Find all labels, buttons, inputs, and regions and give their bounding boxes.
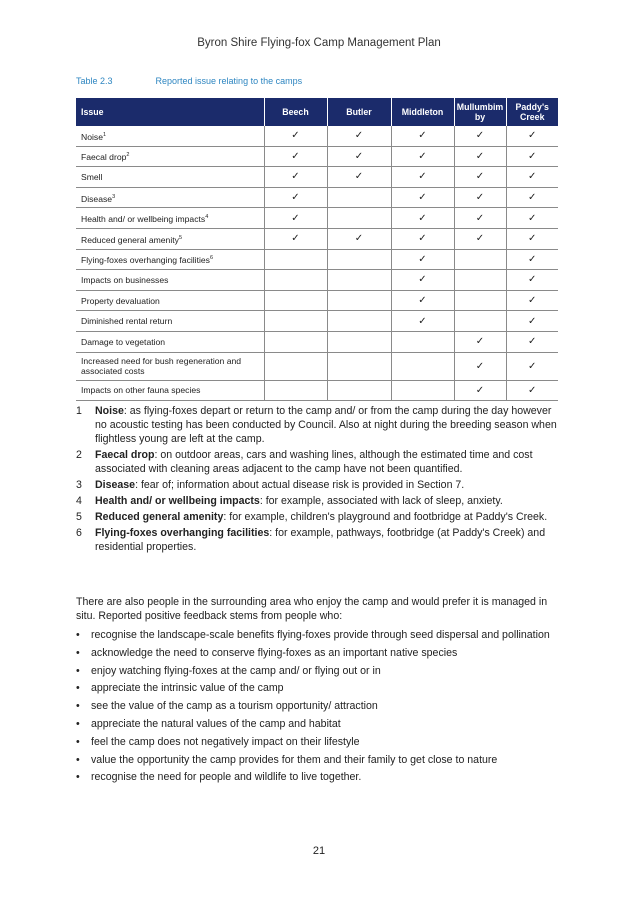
check-cell: [454, 228, 506, 249]
table-row: [76, 146, 558, 167]
check-cell: [327, 249, 391, 270]
footnotes: [76, 404, 566, 556]
checkmark-icon: ✓: [528, 295, 537, 307]
footnote-ref: 4: [205, 214, 209, 221]
checkmark-icon: ✓: [418, 295, 427, 307]
check-cell: [327, 290, 391, 311]
checkmark-icon: ✓: [528, 150, 537, 162]
checkmark-icon: ✓: [475, 336, 485, 348]
checkmark-icon: ✓: [291, 130, 300, 142]
check-cell: [454, 290, 506, 311]
check-cell: [391, 208, 454, 229]
check-cell: [264, 249, 327, 270]
check-cell: [264, 126, 327, 146]
page-header: Byron Shire Flying-fox Camp Management Plan: [197, 37, 441, 49]
checkmark-icon: ✓: [528, 212, 537, 224]
issue-label: Impacts on other fauna species: [81, 385, 201, 396]
checkmark-icon: ✓: [475, 384, 485, 396]
checkmark-icon: ✓: [418, 253, 427, 265]
checkmark-icon: ✓: [354, 130, 364, 142]
checkmark-icon: ✓: [528, 336, 537, 348]
checkmark-icon: ✓: [418, 212, 427, 224]
table-row: [76, 380, 558, 401]
table-row: [76, 270, 558, 291]
table-caption: [76, 76, 302, 86]
footnote-term: Noise: [95, 405, 124, 417]
check-cell: [264, 228, 327, 249]
check-cell: [327, 311, 391, 332]
check-cell: [454, 380, 506, 401]
checkmark-icon: ✓: [475, 150, 485, 162]
footnote-body: : for example, children's playground and footbridge at Paddy's Creek.: [223, 510, 548, 523]
check-cell: [391, 249, 454, 270]
column-header: Beech: [264, 98, 327, 126]
check-cell: [327, 352, 391, 380]
checkmark-icon: ✓: [475, 212, 485, 224]
check-cell: [264, 167, 327, 188]
issue-cell: [76, 167, 264, 188]
checkmark-icon: ✓: [528, 274, 537, 286]
check-cell: [391, 126, 454, 146]
issue-cell: [76, 126, 264, 146]
list-item: [76, 628, 566, 642]
check-cell: [327, 146, 391, 167]
page-number: 21: [312, 845, 326, 857]
issue-label: Faecal drop: [81, 152, 127, 163]
check-cell: [327, 228, 391, 249]
checkmark-icon: ✓: [418, 171, 427, 183]
list-item: [76, 681, 566, 695]
checkmark-icon: ✓: [418, 192, 427, 204]
issue-cell: [76, 249, 264, 270]
footnote-text: [95, 404, 566, 447]
list-item: [76, 770, 566, 784]
footnote-body: : on outdoor areas, cars and washing lines, although the estimated time and cost associated with cleaning areas adjacent to the camp have not been quantified.: [95, 449, 533, 476]
check-cell: [506, 270, 558, 291]
footnote: [76, 478, 566, 492]
checkmark-icon: ✓: [528, 384, 537, 396]
footnote-number: 5: [76, 510, 82, 523]
footnote-term: Flying-foxes overhanging facilities: [95, 526, 270, 539]
checkmark-icon: ✓: [418, 130, 427, 142]
table-row: [76, 290, 558, 311]
footnote-term: Disease: [95, 479, 136, 492]
bullet-icon: •: [76, 664, 80, 677]
table-row: [76, 228, 558, 249]
table-row: [76, 126, 558, 146]
table-row: [76, 187, 558, 208]
checkmark-icon: ✓: [291, 212, 300, 224]
check-cell: [391, 331, 454, 352]
checkmark-icon: ✓: [418, 315, 427, 327]
table-header-row: [76, 98, 558, 126]
footnote-number: 4: [76, 495, 82, 507]
issue-cell: [76, 208, 264, 229]
column-header: Paddy's Creek: [506, 98, 558, 126]
footnote-text: [95, 494, 503, 508]
footnote-body: : for example, associated with lack of sleep, anxiety.: [259, 495, 503, 507]
check-cell: [454, 249, 506, 270]
list-item-text: recognise the landscape-scale benefits flying-foxes provide through seed dispersal and pollination: [91, 629, 550, 641]
check-cell: [264, 331, 327, 352]
check-cell: [506, 290, 558, 311]
check-cell: [391, 167, 454, 188]
check-cell: [454, 167, 506, 188]
table-row: [76, 208, 558, 229]
check-cell: [264, 380, 327, 401]
footnote-term: Faecal drop: [95, 449, 155, 462]
check-cell: [391, 352, 454, 380]
checkmark-icon: ✓: [291, 233, 300, 245]
list-item: [76, 717, 566, 731]
checkmark-icon: ✓: [528, 360, 537, 372]
issue-cell: [76, 290, 264, 311]
footnote-text: [95, 448, 566, 476]
check-cell: [327, 208, 391, 229]
footnote-ref: 3: [112, 193, 116, 200]
check-cell: [391, 187, 454, 208]
checkmark-icon: ✓: [528, 192, 537, 204]
footnote-term: Reduced general amenity: [95, 510, 224, 523]
footnote: [76, 526, 566, 554]
check-cell: [506, 331, 558, 352]
checkmark-icon: ✓: [291, 171, 300, 183]
checkmark-icon: ✓: [475, 130, 485, 142]
checkmark-icon: ✓: [475, 171, 485, 183]
check-cell: [264, 146, 327, 167]
check-cell: [264, 290, 327, 311]
check-cell: [506, 311, 558, 332]
intro-paragraph: There are also people in the surrounding area who enjoy the camp and would prefer it is managed in situ. Reported positive feedback stems from people who:: [76, 596, 548, 623]
checkmark-icon: ✓: [418, 274, 427, 286]
checkmark-icon: ✓: [475, 233, 485, 245]
issue-label: Health and/ or wellbeing impacts: [81, 214, 206, 225]
table-title: Reported issue relating to the camps: [155, 76, 303, 86]
issue-label: Diminished rental return: [81, 316, 173, 327]
checkmark-icon: ✓: [528, 171, 537, 183]
table-row: [76, 249, 558, 270]
check-cell: [391, 311, 454, 332]
table-row: [76, 331, 558, 352]
checkmark-icon: ✓: [528, 233, 537, 245]
check-cell: [327, 270, 391, 291]
check-cell: [391, 290, 454, 311]
bullet-icon: •: [76, 753, 80, 766]
footnote: [76, 494, 566, 508]
list-item-text: appreciate the natural values of the camp and habitat: [91, 717, 341, 730]
footnote-ref: 6: [209, 255, 214, 262]
check-cell: [391, 228, 454, 249]
footnote-text: [95, 478, 464, 492]
issue-cell: [76, 380, 264, 401]
issue-label: Reduced general amenity: [81, 234, 179, 245]
issue-cell: [76, 228, 264, 249]
list-item: [76, 646, 566, 660]
footnote-ref: 2: [126, 152, 130, 159]
table-row: [76, 167, 558, 188]
check-cell: [506, 249, 558, 270]
check-cell: [264, 208, 327, 229]
list-item: [76, 699, 566, 713]
check-cell: [454, 146, 506, 167]
check-cell: [506, 187, 558, 208]
footnote-text: [95, 510, 547, 524]
list-item-text: acknowledge the need to conserve flying-foxes as an important native species: [91, 646, 458, 659]
footnote-number: 1: [76, 405, 82, 417]
check-cell: [391, 380, 454, 401]
check-cell: [327, 380, 391, 401]
footnote: [76, 448, 566, 476]
bullet-icon: •: [76, 717, 80, 730]
bullet-icon: •: [76, 682, 80, 695]
check-cell: [391, 146, 454, 167]
check-cell: [506, 146, 558, 167]
footnote: [76, 510, 566, 524]
footnote-text: [95, 526, 566, 554]
check-cell: [391, 270, 454, 291]
check-cell: [264, 187, 327, 208]
issue-label: Increased need for bush regeneration and associated costs: [81, 356, 242, 377]
footnote-body: : for example, pathways, footbridge (at Paddy's Creek) and residential properties.: [95, 526, 546, 553]
checkmark-icon: ✓: [475, 192, 485, 204]
list-item-text: appreciate the intrinsic value of the camp: [91, 682, 284, 695]
footnote-ref: 5: [178, 234, 182, 241]
list-item-text: feel the camp does not negatively impact on their lifestyle: [91, 735, 360, 748]
issue-cell: [76, 270, 264, 291]
check-cell: [454, 208, 506, 229]
check-cell: [506, 167, 558, 188]
checkmark-icon: ✓: [354, 150, 364, 162]
footnote-number: 6: [76, 526, 82, 539]
check-cell: [454, 270, 506, 291]
footnote-ref: 1: [102, 131, 107, 138]
list-item: [76, 753, 566, 767]
bullet-icon: •: [76, 700, 80, 713]
issue-cell: [76, 187, 264, 208]
issue-label: Noise: [81, 131, 103, 142]
issue-label: Flying-foxes overhanging facilities: [81, 255, 210, 266]
check-cell: [506, 126, 558, 146]
column-header: Mullumbim by: [454, 98, 506, 126]
footnote-body: : as flying-foxes depart or return to the camp and/ or from the camp during the day however no acoustic testing has been conducted by Council. Also at night during the breeding season when flightless young are left at the camp.: [95, 405, 557, 446]
list-item: [76, 664, 566, 678]
issue-label: Property devaluation: [81, 295, 160, 306]
bullet-icon: •: [76, 735, 80, 748]
check-cell: [327, 126, 391, 146]
footnote-term: Health and/ or wellbeing impacts: [95, 495, 260, 507]
footnote: [76, 404, 566, 447]
issue-label: Disease: [81, 193, 113, 204]
list-item-text: see the value of the camp as a tourism opportunity/ attraction: [91, 700, 378, 713]
list-item: [76, 735, 566, 749]
checkmark-icon: ✓: [354, 171, 364, 183]
checkmark-icon: ✓: [418, 150, 427, 162]
issue-cell: [76, 146, 264, 167]
issue-cell: [76, 311, 264, 332]
check-cell: [454, 126, 506, 146]
issues-table: [76, 98, 558, 401]
footnote-body: : fear of; information about actual disease risk is provided in Section 7.: [135, 479, 465, 492]
positive-feedback-list: [76, 628, 566, 788]
check-cell: [327, 331, 391, 352]
check-cell: [506, 228, 558, 249]
bullet-icon: •: [76, 629, 80, 641]
check-cell: [506, 208, 558, 229]
issue-cell: [76, 352, 264, 380]
check-cell: [264, 311, 327, 332]
check-cell: [327, 187, 391, 208]
column-header: Middleton: [391, 98, 454, 126]
checkmark-icon: ✓: [475, 360, 485, 372]
bullet-icon: •: [76, 771, 80, 784]
issue-label: Smell: [81, 171, 103, 182]
checkmark-icon: ✓: [291, 150, 300, 162]
checkmark-icon: ✓: [354, 233, 364, 245]
checkmark-icon: ✓: [528, 315, 537, 327]
checkmark-icon: ✓: [528, 130, 537, 142]
check-cell: [454, 352, 506, 380]
checkmark-icon: ✓: [418, 233, 427, 245]
issue-label: Impacts on businesses: [81, 274, 169, 285]
check-cell: [454, 311, 506, 332]
table-number: Table 2.3: [76, 76, 113, 86]
column-header: Butler: [327, 98, 391, 126]
column-header: Issue: [76, 98, 264, 126]
check-cell: [506, 380, 558, 401]
check-cell: [264, 352, 327, 380]
checkmark-icon: ✓: [291, 192, 300, 204]
checkmark-icon: ✓: [528, 253, 537, 265]
bullet-icon: •: [76, 646, 80, 659]
table-row: [76, 352, 558, 380]
check-cell: [454, 187, 506, 208]
footnote-number: 3: [76, 479, 82, 492]
list-item-text: enjoy watching flying-foxes at the camp and/ or flying out or in: [91, 664, 381, 677]
check-cell: [327, 167, 391, 188]
table-row: [76, 311, 558, 332]
check-cell: [264, 270, 327, 291]
list-item-text: recognise the need for people and wildlife to live together.: [91, 771, 362, 784]
footnote-number: 2: [76, 449, 82, 462]
check-cell: [454, 331, 506, 352]
check-cell: [506, 352, 558, 380]
issue-label: Damage to vegetation: [81, 336, 166, 347]
list-item-text: value the opportunity the camp provides for them and their family to get close to nature: [91, 753, 498, 766]
issue-cell: [76, 331, 264, 352]
